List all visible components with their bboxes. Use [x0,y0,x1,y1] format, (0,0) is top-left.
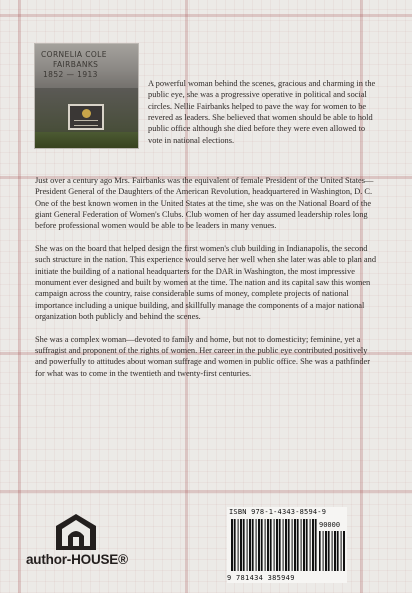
dar-plaque [68,104,104,130]
plaque-text-lines [74,120,98,126]
paragraph: A powerful woman behind the scenes, gracious and charming in the public eye, she was a progressive operative in political and social circles. Nellie Fairbanks helped to pave the way for women to be revered as leaders. She believed that women should be able to hold public office although she died before they were even allowed to vote in national elections. [148,79,376,145]
gravestone-photo [35,44,138,148]
headstone [35,44,138,88]
paragraph: She was on the board that helped design the first women's club building in Indianapolis, the second such structure in the nation. This experience would serve her well when she later was able to plan and initiate the building of a national headquarters for the DAR in Washington, the most impressive monument ever designed and built by women at the time. The nation and its capital saw this women campaign across the country, raise considerable sums of money, complete projects of national importance including a unique building, and skillfully manage the components of a major national organization both publicly and behind the scenes. [35,244,377,322]
grass [35,132,138,148]
dar-emblem-icon [82,109,91,118]
headstone-inscription [41,50,136,80]
paragraph: She was a complex woman—devoted to family and home, but not to domesticity; feminine, yet a suffragist and proponent of the rights of women. Her career in the public eye contributed positively and powerfully to attitudes about woman suffrage and women in public office. She was a pathfinder for what was to come in the twentieth and twenty-first centuries. [35,334,371,378]
ean-digits: 9 781434 385949 [227,574,295,582]
grid-line [18,0,21,593]
inscription-line: CORNELIA COLE [41,50,107,59]
isbn-barcode [227,507,347,583]
price-bars [319,531,345,571]
publisher-logo [26,512,130,574]
publisher-name: author-HOUSE® [26,552,128,567]
price-code: 90000 [319,521,341,529]
grid-line [0,14,412,17]
intro-paragraph [148,78,380,157]
inscription-line: 1852 — 1913 [43,70,98,79]
body-text [35,175,380,390]
grid-line [0,490,412,493]
paragraph: Just over a century ago Mrs. Fairbanks was the equivalent of female President of the United States—President General of the Daughters of the American Revolution, headquartered in Washington, D. C. One of the best known women in the United States at the time, she was on the National Board of the giant General Federation of Women's Clubs. Club women of her day assumed leadership roles long before professional women would be able to be leaders in many venues. [35,176,374,231]
inscription-line: FAIRBANKS [53,60,99,69]
ean-bars [231,519,317,571]
isbn-label: ISBN 978-1-4343-8594-9 [229,508,327,516]
house-icon [54,512,98,552]
